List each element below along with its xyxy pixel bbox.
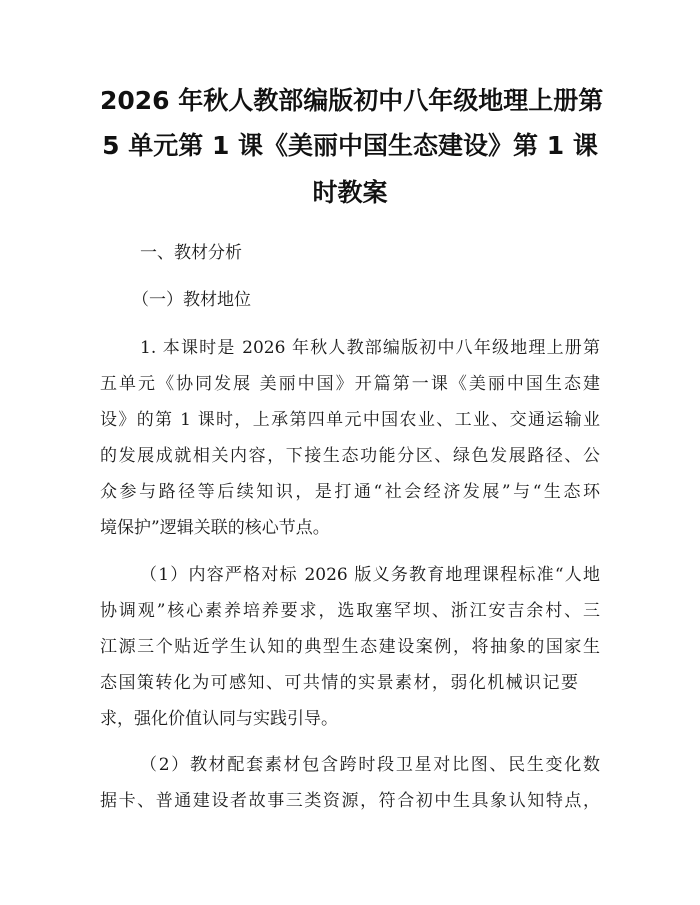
subsection-heading-textbook-position: （一）教材地位: [132, 290, 251, 310]
paragraph-1-line-6: 境保护”逻辑关联的核心节点。: [100, 518, 330, 538]
paragraph-1-line-5: 众参与路径等后续知识，是打通“社会经济发展”与“生态环: [100, 482, 600, 502]
paragraph-2-line-2: 协调观”核心素养培养要求，选取塞罕坝、浙江安吉余村、三: [100, 601, 600, 621]
document-title-line-2: 5 单元第 1 课《美丽中国生态建设》第 1 课: [102, 131, 598, 160]
paragraph-1-line-2: 五单元《协同发展 美丽中国》开篇第一课《美丽中国生态建: [100, 374, 600, 394]
paragraph-3-line-1: （2）教材配套素材包含跨时段卫星对比图、民生变化数: [140, 755, 600, 775]
document-title-line-1: 2026 年秋人教部编版初中八年级地理上册第: [100, 86, 604, 115]
paragraph-2-line-1: （1）内容严格对标 2026 版义务教育地理课程标准“人地: [140, 565, 600, 585]
paragraph-2-line-5: 求，强化价值认同与实践引导。: [100, 709, 338, 729]
paragraph-1-line-1: 1. 本课时是 2026 年秋人教部编版初中八年级地理上册第: [140, 338, 600, 358]
paragraph-1-line-3: 设》的第 1 课时，上承第四单元中国农业、工业、交通运输业: [100, 410, 600, 430]
document-title-line-3: 时教案: [312, 178, 388, 207]
paragraph-1-line-4: 的发展成就相关内容，下接生态功能分区、绿色发展路径、公: [100, 446, 600, 466]
section-heading-textbook-analysis: 一、教材分析: [140, 243, 242, 263]
paragraph-3-line-2: 据卡、普通建设者故事三类资源，符合初中生具象认知特点，: [100, 791, 600, 811]
paragraph-2-line-3: 江源三个贴近学生认知的典型生态建设案例，将抽象的国家生: [100, 637, 600, 657]
paragraph-2-line-4: 态国策转化为可感知、可共情的实景素材，弱化机械识记要: [100, 673, 578, 693]
